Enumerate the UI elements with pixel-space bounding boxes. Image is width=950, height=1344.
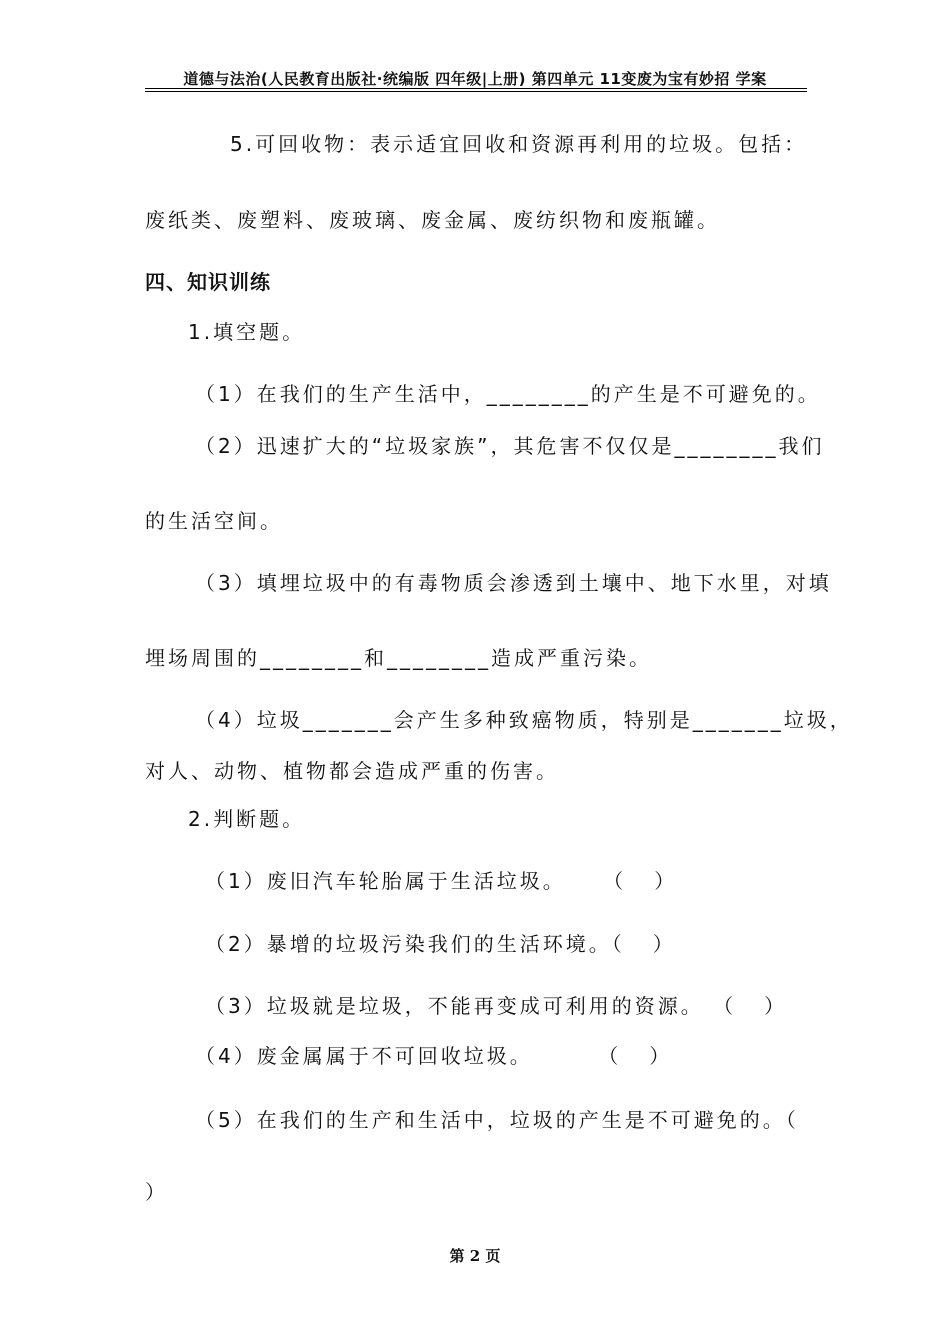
fill-blank-q2-line1: （2）迅速扩大的“垃圾家族”，其危害不仅仅是________我们 bbox=[195, 434, 825, 458]
fill-blank-q3-line1: （3）填埋垃圾中的有毒物质会渗透到土壤中、地下水里，对填 bbox=[195, 571, 832, 595]
fill-blank-q4-line1: （4）垃圾_______会产生多种致癌物质，特别是_______垃圾， bbox=[195, 708, 853, 732]
judge-q3: （3）垃圾就是垃圾，不能再变成可利用的资源。 （ ） bbox=[205, 994, 788, 1018]
header-rule-top bbox=[145, 88, 807, 89]
recyclable-line-2: 废纸类、废塑料、废玻璃、废金属、废纺织物和废瓶罐。 bbox=[145, 208, 720, 232]
recyclable-line-1: 5.可回收物：表示适宜回收和资源再利用的垃圾。包括： bbox=[230, 132, 808, 156]
judge-q4: （4）废金属属于不可回收垃圾。 （ ） bbox=[195, 1044, 673, 1068]
judge-q2: （2）暴增的垃圾污染我们的生活环境。（ ） bbox=[205, 932, 676, 956]
page-number: 第 2 页 bbox=[449, 1247, 501, 1265]
fill-blank-title: 1.填空题。 bbox=[188, 320, 306, 344]
judge-q5-line1: （5）在我们的生产和生活中，垃圾的产生是不可避免的。（ bbox=[195, 1108, 799, 1132]
judge-q1: （1）废旧汽车轮胎属于生活垃圾。 （ ） bbox=[205, 869, 678, 893]
judge-q5-line2: ） bbox=[145, 1180, 168, 1204]
page-header: 道德与法治(人民教育出版社·统编版 四年级|上册) 第四单元 11变废为宝有妙招 学案 bbox=[183, 70, 767, 88]
fill-blank-q1: （1）在我们的生产生活中，________的产生是不可避免的。 bbox=[195, 382, 821, 406]
fill-blank-q2-line2: 的生活空间。 bbox=[145, 509, 283, 533]
fill-blank-q4-line2: 对人、动物、植物都会造成严重的伤害。 bbox=[145, 759, 559, 783]
section-heading: 四、知识训练 bbox=[145, 270, 271, 294]
fill-blank-q3-line2: 埋场周围的________和________造成严重污染。 bbox=[145, 646, 652, 670]
header-rule-bottom bbox=[145, 91, 807, 92]
judge-title: 2.判断题。 bbox=[188, 807, 306, 831]
